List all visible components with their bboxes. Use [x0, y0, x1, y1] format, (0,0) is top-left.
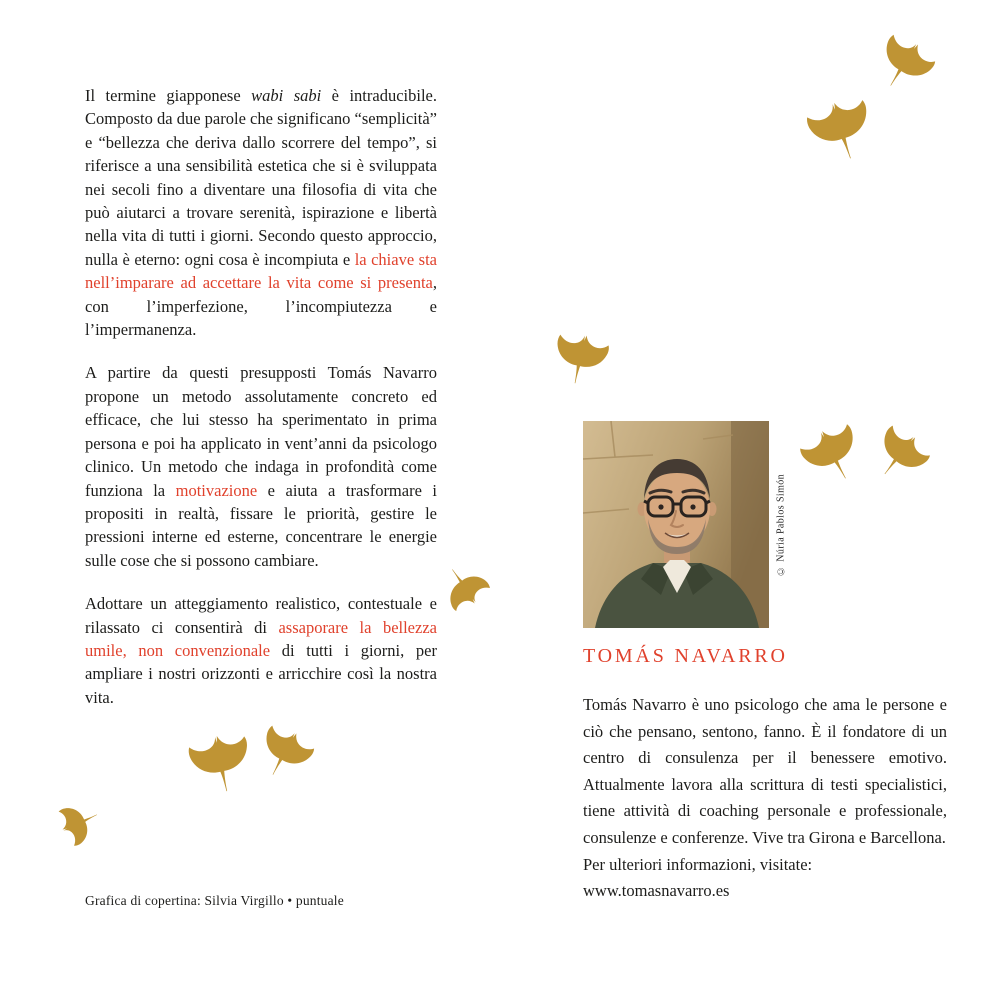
- highlighted-text: assaporare la bellezza umile, non convenzionale: [85, 617, 437, 660]
- text-segment: Adottare un atteggiamento realistico, contestuale e rilassato ci consentirà di: [85, 594, 437, 637]
- ginkgo-leaf-icon: [863, 413, 942, 492]
- author-photo: [583, 421, 769, 628]
- text-segment: è intraducibile. Composto da due parole che significano “semplicità” e “bellezza che deriva dallo scorrere del tempo”, si riferisce a una sensibilità estetica che si è sviluppata nei secoli fino a diventare una filosofia di vita che può aiutarci a trovare serenità, ispirazione e libertà nella vita di tutti i giorni. Secondo questo approccio, nulla è eterno: ogni cosa è incompiuta e: [85, 86, 437, 269]
- bio-info-line: Per ulteriori informazioni, visitate:: [583, 854, 813, 874]
- text-segment: wabi sabi: [251, 86, 322, 105]
- highlighted-text: motivazione: [175, 480, 258, 500]
- text-segment: , con l’imperfezione, l’incompiutezza e l’impermanenza.: [85, 273, 437, 340]
- bio-website: www.tomasnavarro.es: [583, 881, 730, 901]
- ginkgo-leaf-icon: [547, 321, 616, 390]
- ginkgo-leaf-icon: [181, 720, 259, 798]
- cover-design-credit: Grafica di copertina: Silvia Virgillo • puntuale: [85, 893, 344, 908]
- author-name: TOMÁS NAVARRO: [583, 645, 788, 667]
- ginkgo-leaf-icon: [433, 556, 500, 623]
- text-segment: Il termine giapponese: [85, 86, 252, 105]
- flap-paragraph: [85, 84, 437, 341]
- flap-paragraph: [85, 592, 437, 709]
- text-segment: A partire da questi presupposti Tomás Navarro propone un metodo assolutamente concreto ed efficace, che lui stesso ha sperimentato in prima persona e poi ha applicato in vent’anni da psicologo clinico. Un metodo che indaga in profondità come funziona la: [85, 363, 437, 500]
- flap-text-column: [85, 84, 437, 729]
- text-segment: di tutti i giorni, per ampliare i nostri orizzonti e arricchire così la nostra vita.: [85, 640, 437, 707]
- text-segment: e aiuta a trasformare i propositi in realtà, fissare le priorità, gestire le pressioni interne ed esterne, concentrare le energie sulle cose che si possono cambiare.: [85, 480, 437, 570]
- bio-paragraph: Tomás Navarro è uno psicologo che ama le persone e ciò che pensano, sentono, fanno. È il fondatore di un centro di consulenza per il benessere emotivo. Attualmente lavora alla scrittura di testi specialistici, tiene attività di coaching personale e professionale, consulenze e conferenze. Vive tra Girona e Barcellona.: [583, 695, 947, 847]
- photo-credit: © Núria Pablos Simón: [775, 473, 787, 576]
- flap-paragraph: [85, 361, 437, 572]
- ginkgo-leaf-icon: [789, 409, 873, 493]
- ginkgo-leaf-icon: [48, 795, 106, 853]
- highlighted-text: la chiave sta nell’imparare ad accettare la vita come si presenta: [85, 249, 437, 293]
- author-bio: [583, 692, 947, 905]
- ginkgo-leaf-icon: [866, 21, 946, 101]
- ginkgo-leaf-icon: [797, 83, 883, 169]
